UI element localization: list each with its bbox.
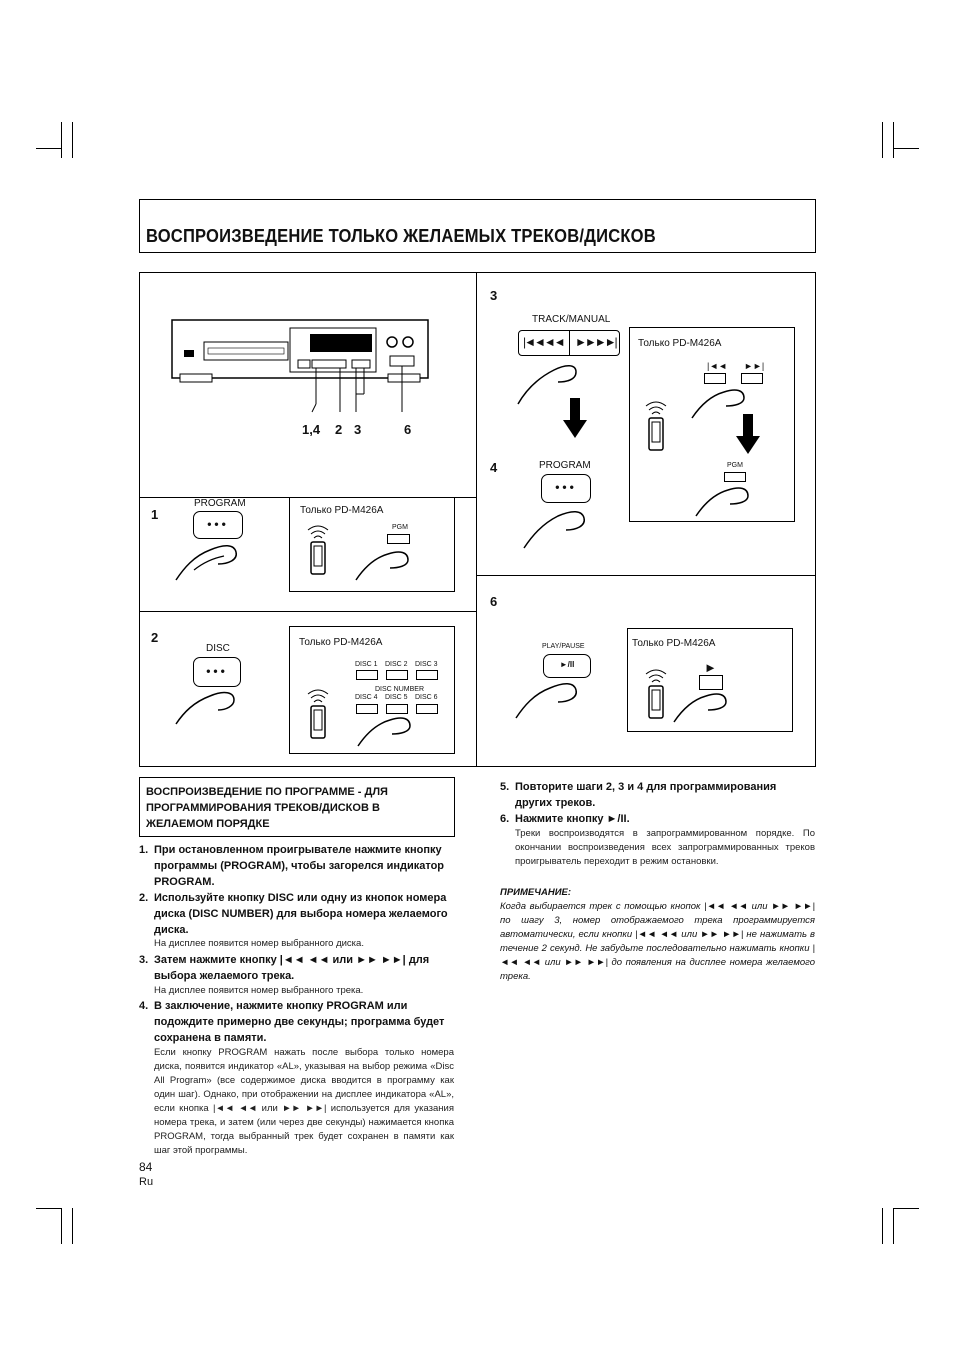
note-text: Когда выбирается трек с помощью кнопок |◄◄ ◄◄ или ►► ►►| по шагу 3, номер отображаемого трека программируется автоматически, если кнопки |◄◄ ◄◄ или ►► ►►| не нажимать в течение 2 секунд. Не забудьте последовательно нажимать кнопки |◄◄ ◄◄ или ►► ►►| до появления на дисплее номера желаемого трека. [500,901,815,982]
step1-button-label: PROGRAM [194,498,246,509]
finger-icon [514,678,594,722]
remote-control-icon [302,686,334,742]
finger-icon [174,688,254,728]
program-button-step4[interactable]: ••• [541,474,591,503]
finger-icon [174,540,254,586]
disc2-label: DISC 2 [385,661,408,668]
step1-pgm-label: PGM [392,524,408,531]
step1-number: 1 [151,507,159,522]
callout-6: 6 [404,422,412,437]
step4-pgm-label: PGM [727,462,743,469]
step2-n: 2. [139,892,149,904]
step5-n: 5. [500,781,510,793]
prev-icon: |◄◄ [707,361,728,371]
callout-14: 1,4 [302,422,321,437]
skip-back-icon[interactable]: |◄◄◄◄ [523,335,564,349]
remote-control-icon [640,666,672,722]
step4-button-label: PROGRAM [539,460,591,471]
remote-pgm-button-step4[interactable] [724,472,746,482]
step6-text: Нажмите кнопку ►/II. [515,813,630,825]
step5-text: Повторите шаги 2, 3 и 4 для программирования других треков. [515,781,777,809]
next-icon: ►►| [744,361,765,371]
step3-button-label: TRACK/MANUAL [532,314,611,325]
arrow-down-icon [563,398,587,440]
disc5-label: DISC 5 [385,694,408,701]
disc3-button[interactable] [416,670,438,680]
disc6-label: DISC 6 [415,694,438,701]
step1-only-model: Только PD-M426A [300,505,384,516]
disc6-button[interactable] [416,704,438,714]
arrow-down-icon [736,414,760,456]
finger-icon [522,506,602,552]
disc1-label: DISC 1 [355,661,378,668]
step6-n: 6. [500,813,510,825]
language-code: Ru [139,1176,154,1188]
play-icon: ► [704,660,717,675]
track-manual-buttons[interactable] [518,330,620,356]
step4-number: 4 [490,460,498,475]
step4-n: 4. [139,1000,149,1012]
disc1-button[interactable] [356,670,378,680]
disc5-button[interactable] [386,704,408,714]
remote-play-button[interactable] [699,675,723,690]
step3-n: 3. [139,954,149,966]
step2-sub: На дисплее появится номер выбранного диска. [154,938,364,949]
step3-sub: На дисплее появится номер выбранного трека. [154,985,364,996]
step2-only-model: Только PD-M426A [299,637,383,648]
step4-text: В заключение, нажмите кнопку PROGRAM или подождите примерно две секунды; программа будет сохранена в памяти. [154,1000,445,1044]
callout-2: 2 [335,422,343,437]
disc-number-label: DISC NUMBER [375,686,425,693]
remote-prev-button[interactable] [704,373,726,384]
step2-button-label: DISC [206,643,230,654]
section-heading-box [139,777,455,837]
remote-next-button[interactable] [741,373,763,384]
program-button[interactable]: ••• [193,511,243,539]
step3-number: 3 [490,288,498,303]
remote-control-icon [640,398,672,454]
section-heading: ВОСПРОИЗВЕДЕНИЕ ПО ПРОГРАММЕ - ДЛЯ ПРОГРАММИРОВАНИЯ ТРЕКОВ/ДИСКОВ В ЖЕЛАЕМОМ ПОРЯДКЕ [146,786,388,830]
callout-3: 3 [354,422,362,437]
step6-number: 6 [490,594,498,609]
play-pause-button[interactable]: ►/II [543,654,591,678]
page-number: 84 [139,1160,153,1174]
step6-only-model: Только PD-M426A [632,638,716,649]
step6-button-label: PLAY/PAUSE [542,643,585,650]
disc4-button[interactable] [356,704,378,714]
finger-icon [672,690,732,726]
note-title: ПРИМЕЧАНИЕ: [500,887,572,898]
finger-icon [694,484,754,520]
disc-button[interactable]: ••• [193,657,241,687]
step6-sub: Треки воспроизводятся в запрограммированном порядке. По окончании воспроизведения всех запрограммированных треков проигрыватель переходит в режим остановки. [515,828,815,867]
step2-number: 2 [151,630,159,645]
step1-n: 1. [139,844,149,856]
remote-control-icon [302,522,334,578]
step3-text: Затем нажмите кнопку |◄◄ ◄◄ или ►► ►►| для выбора желаемого трека. [154,954,430,982]
disc3-label: DISC 3 [415,661,438,668]
step4-sub: Если кнопку PROGRAM нажать после выбора только номера диска, появится индикатор «AL», указывая на выбор режима «Disc All Program» (все содержимое диска вводится в программу как один шаг). Однако, при отображении на дисплее индикатора «AL», если кнопка |◄◄ ◄◄ или ►► ►►| используется для указания номера трека, и затем (или через две секунды) нажимается кнопка PROGRAM, тогда выбранный трек будет сохранен в памяти как шаг этой программы. [154,1047,454,1156]
disc2-button[interactable] [386,670,408,680]
disc4-label: DISC 4 [355,694,378,701]
remote-pgm-button[interactable] [387,534,410,544]
step2-text: Используйте кнопку DISC или одну из кнопок номера диска (DISC NUMBER) для выбора номера желаемого диска. [154,892,448,936]
finger-icon [356,714,416,750]
skip-forward-icon[interactable]: ►►►►| [575,335,616,349]
step3-only-model: Только PD-M426A [638,338,722,349]
finger-icon [354,548,414,584]
step1-text: При остановленном проигрывателе нажмите кнопку программы (PROGRAM), чтобы загорелся индикатор PROGRAM. [154,844,445,888]
page-title: ВОСПРОИЗВЕДЕНИЕ ТОЛЬКО ЖЕЛАЕМЫХ ТРЕКОВ/ДИСКОВ [146,226,656,246]
title-box [139,199,816,253]
